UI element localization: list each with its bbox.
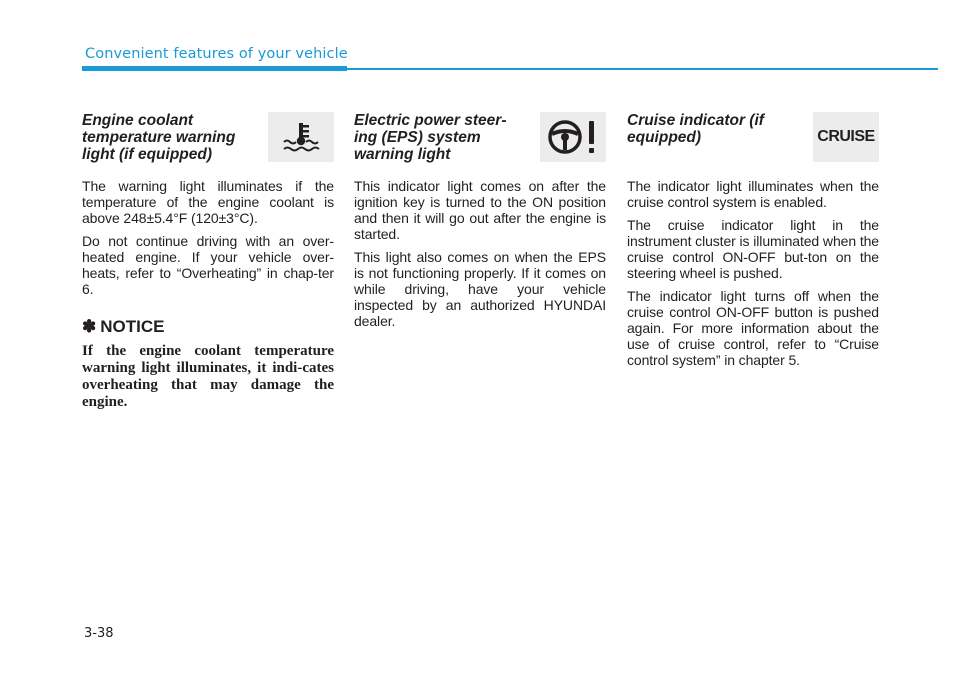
header-section-title: Convenient features of your vehicle [85,46,348,62]
engine-coolant-temperature-icon [268,112,334,162]
paragraph: The cruise indicator light in the instrument cluster is illuminated when the cruise control ON-OFF but-ton on the steering wheel is pushed. [627,217,879,281]
eps-steering-warning-icon [540,112,606,162]
paragraph: The warning light illuminates if the temperature of the engine coolant is above 248±5.4°F (120±3°C). [82,178,334,226]
header-bar-accent [82,66,347,71]
paragraph: This indicator light comes on after the ignition key is turned to the ON position and then it will go out after the engine is started. [354,178,606,242]
column-engine-coolant [82,112,334,411]
section-title-cruise: Cruise indicator (if equipped) [627,112,764,146]
asterisk-icon: ✽ [82,317,97,336]
section-title-engine-coolant: Engine coolant temperature warning light (if equipped) [82,112,236,163]
column-eps [354,112,606,336]
column-cruise [627,112,879,375]
paragraph: Do not continue driving with an over-heated engine. If your vehicle over-heats, refer to “Overheating” in chap-ter 6. [82,233,334,297]
paragraph: This light also comes on when the EPS is not functioning properly. If it comes on while driving, have your vehicle inspected by an authorized HYUNDAI dealer. [354,249,606,329]
section-heading-row [354,112,606,178]
paragraph: The indicator light turns off when the cruise control ON-OFF button is pushed again. For more information about the use of cruise control, refer to “Cruise control system” in chapter 5. [627,288,879,368]
notice-heading [82,317,334,337]
paragraph: The indicator light illuminates when the cruise control system is enabled. [627,178,879,210]
header-bar-line [347,68,938,70]
section-heading-row [627,112,879,178]
page-number: 3-38 [84,626,114,641]
notice-label: NOTICE [100,317,165,336]
cruise-icon-label: CRUISE [817,128,875,145]
cruise-indicator-icon [813,112,879,162]
section-heading-row [82,112,334,178]
section-title-eps: Electric power steer-ing (EPS) system warning light [354,112,507,163]
notice-text: If the engine coolant temperature warning light illuminates, it indi-cates overheating that may damage the engine. [82,343,334,410]
